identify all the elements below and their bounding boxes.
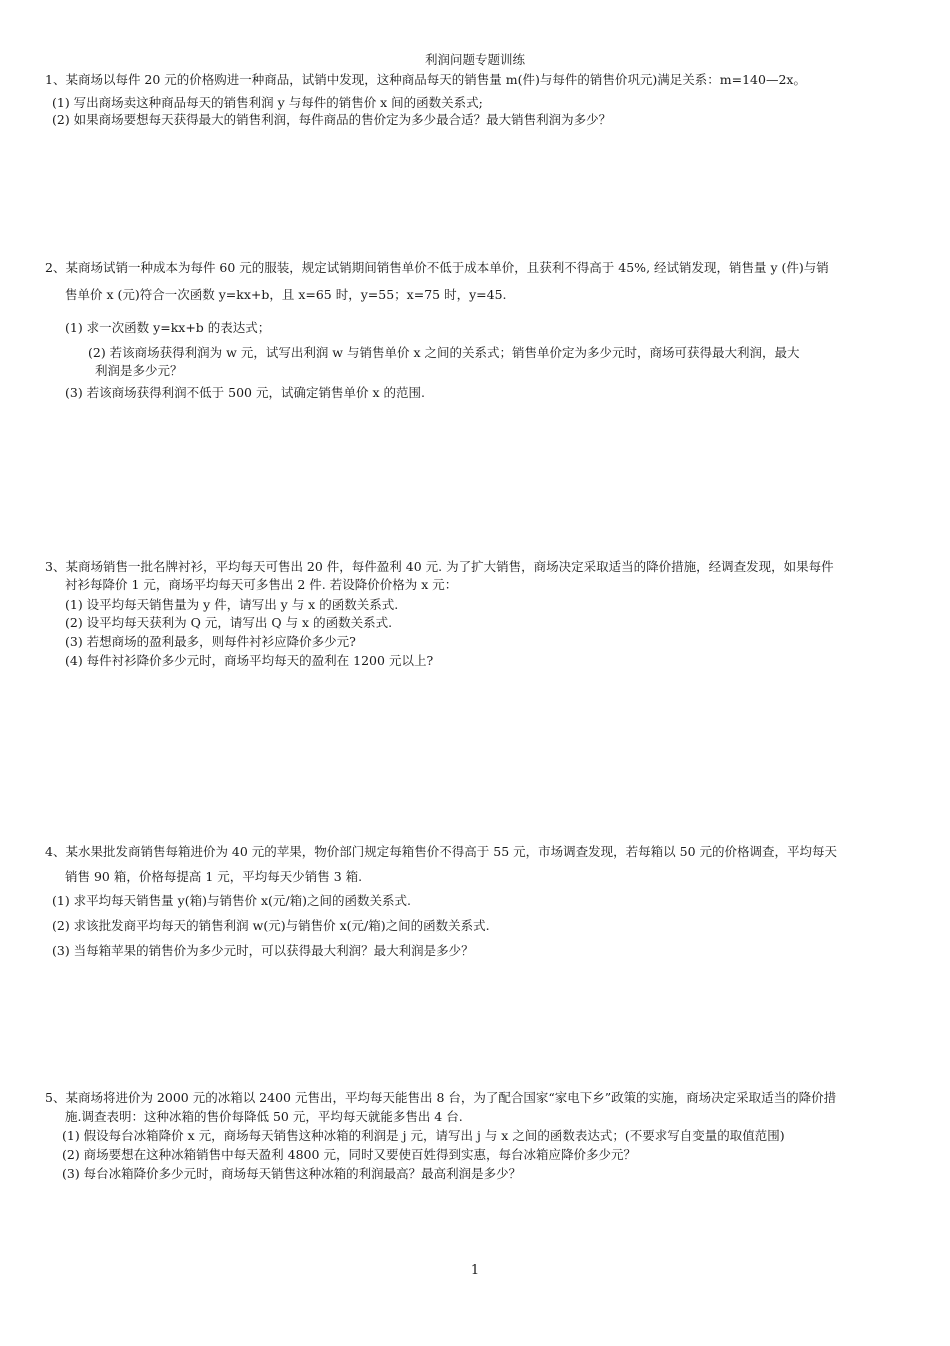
page-number: 1: [470, 1263, 480, 1278]
question-5-part-3: (3) 每台冰箱降价多少元时，商场每天销售这种冰箱的利润最高？最高利润是多少？: [62, 1166, 522, 1181]
question-2-part-2-cont: 利润是多少元？: [95, 363, 183, 378]
question-5-stem-line-2: 施.调查表明：这种冰箱的售价每降低 50 元，平均每天就能多售出 4 台.: [65, 1109, 463, 1124]
question-2-stem-line-2: 售单价 x (元)符合一次函数 y=kx+b，且 x=65 时，y=55；x=75 时，y=45.: [65, 287, 507, 302]
question-4-part-3: (3) 当每箱苹果的销售价为多少元时，可以获得最大利润？最大利润是多少？: [52, 943, 474, 958]
question-4-part-2: (2) 求该批发商平均每天的销售利润 w(元)与销售价 x(元/箱)之间的函数关系式.: [52, 918, 490, 933]
question-1-part-1: (1) 写出商场卖这种商品每天的销售利润 y 与每件的销售价 x 间的函数关系式;: [52, 95, 483, 110]
question-5-part-2: (2) 商场要想在这种冰箱销售中每天盈利 4800 元，同时又要使百姓得到实惠，每台冰箱应降价多少元？: [62, 1147, 636, 1162]
question-3-stem-line-1: 3、某商场销售一批名牌衬衫，平均每天可售出 20 件，每件盈利 40 元. 为了扩大销售，商场决定采取适当的降价措施，经调查发现，如果每件: [45, 559, 834, 574]
question-2-part-1: (1) 求一次函数 y=kx+b 的表达式；: [65, 320, 271, 335]
question-2-part-3: (3) 若该商场获得利润不低于 500 元，试确定销售单价 x 的范围.: [65, 385, 425, 400]
question-1-stem: 1、某商场以每件 20 元的价格购进一种商品，试销中发现，这种商品每天的销售量 m(件)与每件的销售价巩元)满足关系：m=140—2x。: [45, 72, 806, 87]
question-3-stem-line-2: 衬衫每降价 1 元，商场平均每天可多售出 2 件. 若设降价价格为 x 元：: [65, 577, 458, 592]
page-title: 利润问题专题训练: [424, 52, 525, 67]
question-1-part-2: (2) 如果商场要想每天获得最大的销售利润，每件商品的售价定为多少最合适？最大销售利润为多少？: [52, 112, 612, 127]
question-4-part-1: (1) 求平均每天销售量 y(箱)与销售价 x(元/箱)之间的函数关系式.: [52, 893, 411, 908]
question-3-part-3: (3) 若想商场的盈利最多，则每件衬衫应降价多少元?: [65, 634, 356, 649]
question-4-stem-line-1: 4、某水果批发商销售每箱进价为 40 元的苹果，物价部门规定每箱售价不得高于 55 元，市场调查发现，若每箱以 50 元的价格调查，平均每天: [45, 844, 838, 859]
question-2-part-2: (2) 若该商场获得利润为 w 元，试写出利润 w 与销售单价 x 之间的关系式；销售单价定为多少元时，商场可获得最大利润，最大: [88, 345, 800, 360]
question-3-part-1: (1) 设平均每天销售量为 y 件，请写出 y 与 x 的函数关系式.: [65, 597, 399, 612]
question-5-stem-line-1: 5、某商场将进价为 2000 元的冰箱以 2400 元售出，平均每天能售出 8 台，为了配合国家“家电下乡”政策的实施，商场决定采取适当的降价措: [45, 1090, 837, 1105]
question-3-part-4: (4) 每件衬衫降价多少元时，商场平均每天的盈利在 1200 元以上?: [65, 653, 434, 668]
question-2-stem-line-1: 2、某商场试销一种成本为每件 60 元的服装，规定试销期间销售单价不低于成本单价，且获利不得高于 45%, 经试销发现，销售量 y (件)与销: [45, 260, 829, 275]
question-5-part-1: (1) 假设每台冰箱降价 x 元，商场每天销售这种冰箱的利润是 j 元，请写出 j 与 x 之间的函数表达式；(不要求写自变量的取值范围): [62, 1128, 785, 1143]
question-3-part-2: (2) 设平均每天获利为 Q 元，请写出 Q 与 x 的函数关系式.: [65, 615, 393, 630]
question-4-stem-line-2: 销售 90 箱，价格每提高 1 元，平均每天少销售 3 箱.: [65, 869, 363, 884]
